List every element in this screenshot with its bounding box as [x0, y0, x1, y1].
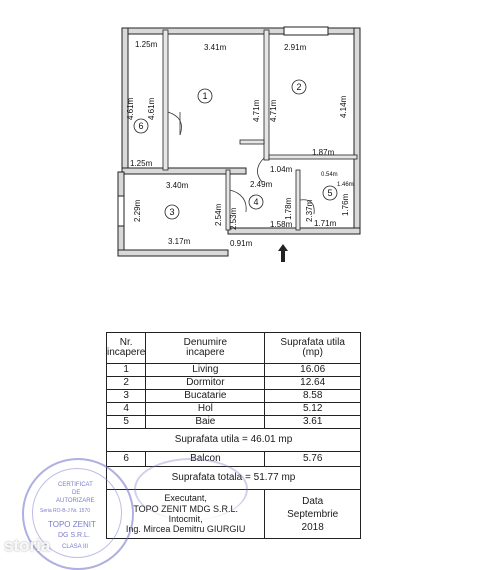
- cell-nr: 6: [107, 452, 146, 467]
- dim-label: 4.61m: [126, 97, 135, 120]
- dim-label: 1.71m: [314, 219, 337, 228]
- dim-label: 3.40m: [166, 181, 189, 190]
- cell-name: Balcon: [146, 452, 265, 467]
- cell-area: 5.12: [265, 403, 361, 416]
- cell-name: Living: [146, 364, 265, 377]
- stamp-text: CERTIFICAT: [58, 482, 93, 488]
- round-stamp: [134, 458, 248, 520]
- cell-name: Dormitor: [146, 377, 265, 390]
- date-year: 2018: [301, 521, 324, 533]
- company-name: TOPO ZENIT MDG S.R.L.: [133, 503, 239, 514]
- table-row: [107, 390, 361, 403]
- date-month: Septembrie: [287, 508, 339, 520]
- dim-label: 1.58m: [270, 220, 293, 229]
- dim-label: 1.25m: [130, 159, 153, 168]
- dim-label: 2.53m: [229, 207, 238, 230]
- cell-name: Baie: [146, 416, 265, 429]
- prepared-by-label: Intocmit,: [168, 514, 203, 524]
- dim-label: 3.41m: [204, 43, 227, 52]
- room-label-2: 2: [296, 82, 302, 92]
- cell-nr: 3: [107, 390, 146, 403]
- cell-nr: 1: [107, 364, 146, 377]
- engineer-name: Ing. Mircea Demitru GIURGIU: [125, 524, 246, 535]
- date-label: Data: [302, 495, 324, 507]
- dim-label: 1.78m: [284, 197, 293, 220]
- table-row: [107, 377, 361, 390]
- stamp-text: DG S.R.L.: [58, 532, 90, 539]
- table-row: [107, 416, 361, 429]
- dim-label: 1.46m: [337, 182, 354, 188]
- dim-label: 4.71m: [252, 99, 261, 122]
- room-label-4: 4: [253, 197, 259, 207]
- dim-label: 0.54m: [321, 172, 338, 178]
- stamp-text: DE: [72, 490, 81, 496]
- stamp-text: Seria RO-B-J Nr. 1570: [40, 508, 91, 514]
- dim-label: 1.76m: [341, 193, 350, 216]
- cell-area: 5.76: [265, 452, 361, 467]
- cell-area: 16.06: [265, 364, 361, 377]
- room-label-1: 1: [202, 91, 208, 101]
- room-label-5: 5: [327, 188, 333, 198]
- table-row: [107, 452, 361, 467]
- grand-total: Suprafata totala = 51.77 mp: [107, 467, 361, 490]
- cell-nr: 4: [107, 403, 146, 416]
- date-block: [265, 490, 361, 539]
- executant-label: Executant,: [164, 493, 207, 504]
- dim-label: 1.25m: [135, 40, 158, 49]
- cell-area: 12.64: [265, 377, 361, 390]
- cell-area: 8.58: [265, 390, 361, 403]
- dim-label: 1.87m: [312, 148, 335, 157]
- header-name: Denumire incapere: [146, 333, 265, 364]
- stamp-text: CLASA III: [62, 544, 89, 550]
- cell-area: 3.61: [265, 416, 361, 429]
- table-row: [107, 403, 361, 416]
- room-label-6: 6: [138, 121, 144, 131]
- header-area: Suprafata utila (mp): [265, 333, 361, 364]
- dim-label: 2.49m: [250, 180, 273, 189]
- stamp-text: TOPO ZENIT: [48, 520, 96, 529]
- dim-label: 4.71m: [269, 99, 278, 122]
- room-label-3: 3: [169, 207, 175, 217]
- dim-label: 2.91m: [284, 43, 307, 52]
- header-nr: Nr. incapere: [107, 333, 146, 364]
- watermark-logo: storia: [4, 536, 51, 555]
- cell-nr: 5: [107, 416, 146, 429]
- dim-label: 4.14m: [339, 95, 348, 118]
- dim-label: 2.54m: [214, 203, 223, 226]
- entrance-arrow-icon: [278, 244, 288, 262]
- dim-label: 2.37m: [305, 199, 314, 222]
- table-row: [107, 364, 361, 377]
- dim-label: 0.91m: [230, 239, 253, 248]
- dim-label: 3.17m: [168, 237, 191, 246]
- cell-name: Hol: [146, 403, 265, 416]
- stamp-text: AUTORIZARE: [56, 498, 95, 504]
- usable-total: Suprafata utila = 46.01 mp: [107, 429, 361, 452]
- dim-label: 2.29m: [133, 199, 142, 222]
- dim-label: 4.61m: [147, 97, 156, 120]
- dim-label: 1.04m: [270, 165, 293, 174]
- cell-name: Bucatarie: [146, 390, 265, 403]
- cell-nr: 2: [107, 377, 146, 390]
